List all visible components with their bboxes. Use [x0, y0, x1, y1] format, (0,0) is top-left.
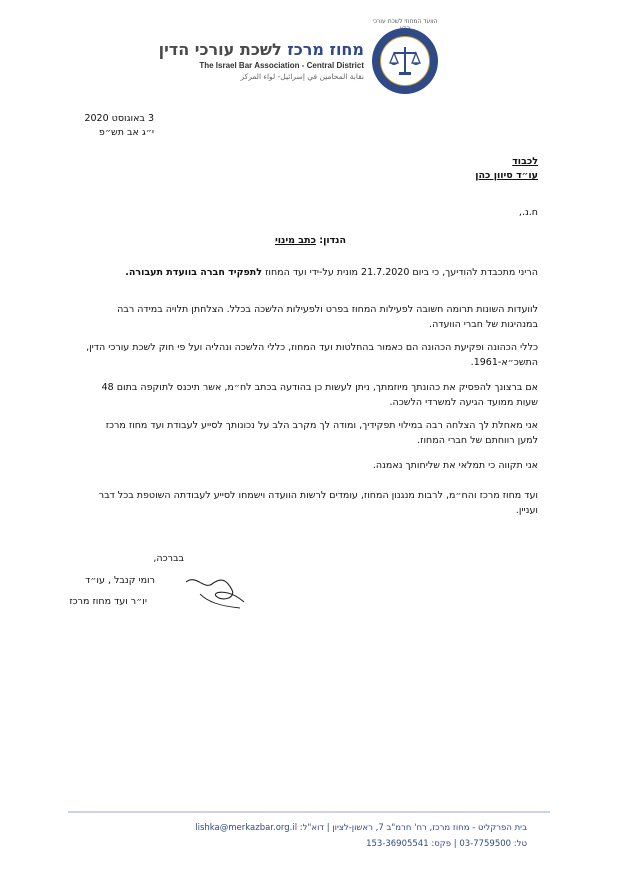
org-name-district: מחוז מרכז [287, 40, 364, 59]
date-gregorian: 3 באוגוסט 2020 [84, 113, 154, 124]
paragraph-rules: כללי הכהונה ופקיעת הכהונה הם כאמור בהחלטות ועד המחוז, כללי הלשכה ונהליה ועל פי חוק לשכת עורכי הדין, התשכ״א-1961. [86, 342, 538, 368]
org-name-association: לשכת עורכי הדין [158, 40, 282, 59]
appointment-role: לתפקיד חברה בוועדת תעבורה. [125, 267, 263, 278]
org-name-arabic: نقابة المحامين في إسرائيل- لواء المركز [240, 72, 364, 81]
paragraph-appointment: הריני מתכבדת להודיעך, כי ביום 21.7.2020 מונית על-ידי ועד המחוז לתפקיד חברה בוועדת תעבורה. [125, 267, 538, 278]
closing: בברכה, [153, 553, 184, 564]
org-name-english: The Israel Bar Association - Central District [199, 61, 364, 70]
footer-divider [68, 811, 550, 813]
salutation: לכבוד [512, 156, 538, 167]
logo-arc-text: הוועד המחוזי לשכת עורכי [372, 18, 438, 25]
footer-address: בית הפרקליט - מחוז מרכז, רח' חרמ"ב 7, ראשון-לציון | דוא"ל: lishka@merkazbar.org.il [195, 823, 527, 833]
paragraph-committees: לוועדות השונות תרומה חשובה לפעילות המחוז בפרט ולפעילות הלשכה בכלל. הצלחתן תלויה במידה רבה במנהיגות של חברי הוועדה. [117, 304, 538, 330]
org-name-hebrew [159, 40, 364, 59]
subject-label: הנדון: [319, 235, 347, 246]
footer-contact: טל: 03-7759500 | פקס: 153-36905541 [366, 839, 527, 849]
paragraph-hope: אני תקווה כי תמלאי את שליחותך נאמנה. [372, 460, 538, 471]
paragraph-wishes: אני מאחלת לך הצלחה רבה במילוי תפקידיך, ומודה לך מקרב הלב על נכונותך לסייע לעבודת ועד מחוז מרכז למען רווחתם של חברי המחוז. [105, 420, 538, 446]
paragraph-resignation: אם ברצונך להפסיק את כהונתך מיוזמתך, ניתן לעשות כן בהודעה בכתב לח״מ, אשר תיכנס לתוקפה בתום 48 שעות ממועד הגיעה למשרדי הלשכה. [101, 382, 538, 408]
handwritten-signature [182, 572, 248, 612]
signer-name: רומי קנבל , עו״ד [85, 575, 155, 586]
subject-line [0, 235, 621, 246]
greeting: ח.נ., [518, 207, 538, 218]
subject-value: כתב מינוי [274, 235, 316, 246]
paragraph-support: ועד מחוז מרכז והח״מ, לרבות מנגנון המחוז, עומדים לרשות הוועדה וישמחו לסייע לעבודתה השוטפת בכל דבר ועניין. [98, 490, 538, 516]
scales-of-justice-icon [389, 44, 421, 78]
recipient-name: עו״ד סיוון כהן [475, 170, 538, 181]
date-hebrew: י״ג אב תש״פ [98, 127, 154, 138]
signer-title: יו״ר ועד מחוז מרכז [69, 596, 147, 607]
